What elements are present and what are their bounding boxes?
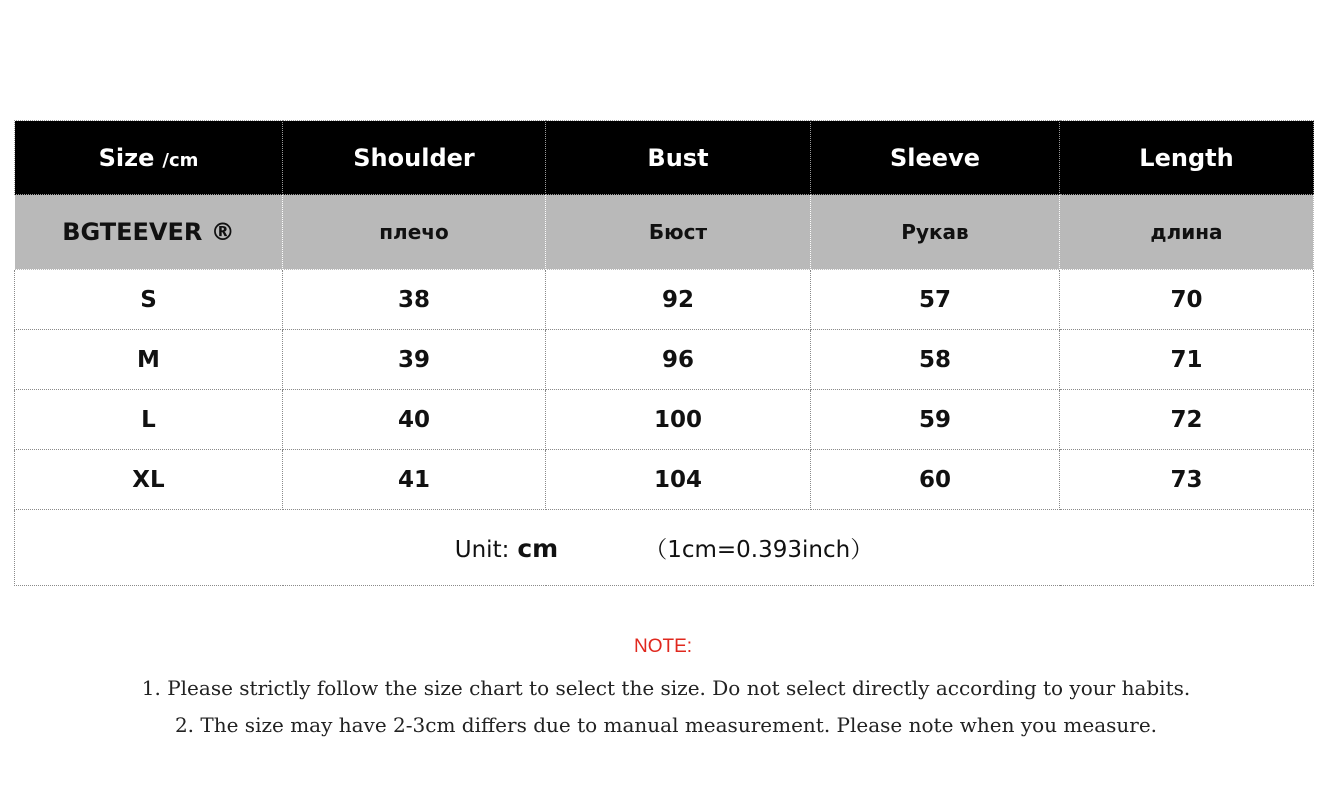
cell-size: XL [15, 450, 283, 510]
note-line-1: 1. Please strictly follow the size chart to select the size. Do not select directly according to your habits. [141, 676, 1191, 700]
cell-shoulder: 41 [283, 450, 546, 510]
cell-length: 73 [1060, 450, 1314, 510]
cell-length: 70 [1060, 270, 1314, 330]
unit-label: Unit: [454, 537, 510, 563]
table-row [15, 330, 1314, 390]
cell-sleeve: 60 [811, 450, 1060, 510]
subheader-length: длина [1060, 195, 1314, 270]
cell-sleeve: 57 [811, 270, 1060, 330]
cell-size: L [15, 390, 283, 450]
header-shoulder: Shoulder [283, 121, 546, 195]
cell-shoulder: 39 [283, 330, 546, 390]
subheader-bust: Бюст [546, 195, 811, 270]
subheader-row [15, 195, 1314, 270]
note-title: NOTE: [633, 636, 693, 657]
cell-sleeve: 59 [811, 390, 1060, 450]
table-row [15, 450, 1314, 510]
unit-conversion: （1cm=0.393inch） [644, 537, 874, 563]
table-row [15, 390, 1314, 450]
cell-bust: 104 [546, 450, 811, 510]
header-sleeve: Sleeve [811, 121, 1060, 195]
size-chart-table [14, 120, 1314, 586]
cell-length: 72 [1060, 390, 1314, 450]
cell-size: S [15, 270, 283, 330]
brand-name: BGTEEVER ® [15, 195, 283, 270]
header-length: Length [1060, 121, 1314, 195]
cell-length: 71 [1060, 330, 1314, 390]
cell-sleeve: 58 [811, 330, 1060, 390]
note-line-2: 2. The size may have 2-3cm differs due to manual measurement. Please note when you measure. [174, 713, 1158, 737]
header-row [15, 121, 1314, 195]
header-size-label: Size [98, 143, 155, 172]
unit-value: cm [517, 534, 559, 563]
cell-shoulder: 40 [283, 390, 546, 450]
subheader-sleeve: Рукав [811, 195, 1060, 270]
cell-bust: 96 [546, 330, 811, 390]
table-row [15, 270, 1314, 330]
cell-bust: 100 [546, 390, 811, 450]
header-size [15, 121, 283, 195]
unit-row [15, 510, 1314, 586]
header-bust: Bust [546, 121, 811, 195]
cell-size: M [15, 330, 283, 390]
cell-shoulder: 38 [283, 270, 546, 330]
header-size-unit: /cm [162, 149, 199, 171]
unit-cell [15, 510, 1314, 586]
cell-bust: 92 [546, 270, 811, 330]
subheader-shoulder: плечо [283, 195, 546, 270]
